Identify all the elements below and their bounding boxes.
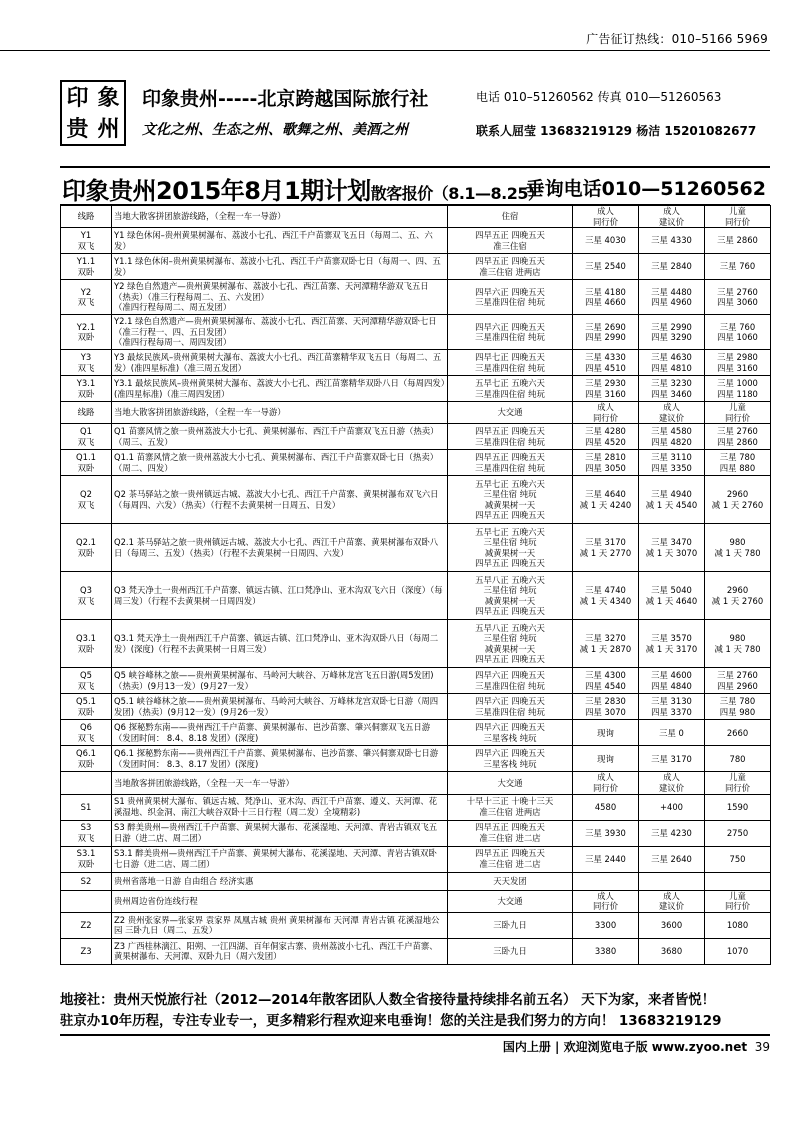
cell-accommodation: 四早五正 四晚五天 准三住宿 进二店 [448, 846, 573, 872]
cell-accommodation: 五早七正 五晚六天 三星准四住宿 纯玩 [448, 376, 573, 402]
cell-child-price: 三星 780 四星 880 [705, 450, 771, 476]
cell-accommodation: 五早八正 五晚六天 三星住宿 纯玩 减黄果树一天 四早五正 四晚五天 [448, 620, 573, 668]
table-row [61, 912, 771, 938]
cell-adult-trade-price: 现询 [573, 746, 639, 772]
cell-child-price: 三星 2760 四星 2960 [705, 668, 771, 694]
cell-accommodation: 住宿 [448, 206, 573, 228]
table-header-row [61, 890, 771, 912]
cell-adult-trade-price: 3380 [573, 938, 639, 964]
cell-adult-trade-price: 三星 2690 四星 2990 [573, 315, 639, 350]
cell-adult-trade-price: 成人 同行价 [573, 402, 639, 424]
price-table [60, 205, 771, 965]
logo-char: 州 [97, 115, 120, 142]
cell-child-price: 2960 减 1 天 2760 [705, 572, 771, 620]
cell-adult-trade-price: 三星 4330 四星 4510 [573, 350, 639, 376]
logo-char: 贵 [66, 115, 89, 142]
ad-hotline: 广告征订热线：010–5166 5969 [586, 32, 768, 46]
cell-accommodation: 五早七正 五晚六天 三星住宿 纯玩 减黄果树一天 四早五正 四晚五天 [448, 524, 573, 572]
logo-char: 印 [66, 84, 89, 111]
cell-accommodation: 大交通 [448, 772, 573, 794]
cell-child-price: 980 减 1 天 780 [705, 620, 771, 668]
table-header-row [61, 206, 771, 228]
cell-accommodation: 天天发团 [448, 872, 573, 890]
cell-route-desc: Y3.1 最炫民族风–贵州黄果树大瀑布、荔波大小七孔、西江苗寨精华双卧八日（每周四发）(准四星标准)（准三周四发团） [112, 376, 448, 402]
table-row [61, 572, 771, 620]
cell-adult-suggested-price: 三星 3130 四星 3370 [639, 694, 705, 720]
cell-route-code: Q5.1 双卧 [61, 694, 112, 720]
price-table-body [61, 206, 771, 965]
table-row [61, 668, 771, 694]
cell-child-price: 儿童 同行价 [705, 206, 771, 228]
cell-route-desc: Q1 苗寨风情之旅一贵州荔波大小七孔、黄果树瀑布、西江千户苗寨双飞五日游（热卖）（周三、五发） [112, 424, 448, 450]
cell-child-price: 儿童 同行价 [705, 890, 771, 912]
cell-adult-trade-price: 三星 4280 四星 4520 [573, 424, 639, 450]
cell-route-desc: Q6 探秘黔东南——贵州西江千户苗寨、黄果树瀑布、岜沙苗寨、肇兴侗寨双飞五日游（发团时间： 8.4、8.18 发团）(深度) [112, 720, 448, 746]
page-footer-text: 国内上册 | 欢迎浏览电子版 www.zyoo.net [502, 1040, 748, 1054]
cell-accommodation: 五早七正 五晚六天 三星住宿 纯玩 减黄果树一天 四早五正 四晚五天 [448, 476, 573, 524]
top-rule [0, 50, 770, 51]
cell-child-price [705, 872, 771, 890]
cell-adult-suggested-price: 三星 4230 [639, 820, 705, 846]
cell-adult-suggested-price: 三星 3570 减 1 天 3170 [639, 620, 705, 668]
cell-adult-suggested-price: 成人 建议价 [639, 772, 705, 794]
cell-adult-trade-price: 三星 2930 四星 3160 [573, 376, 639, 402]
table-row [61, 746, 771, 772]
cell-child-price: 1070 [705, 938, 771, 964]
cell-child-price: 750 [705, 846, 771, 872]
cell-adult-suggested-price [639, 872, 705, 890]
company-header [60, 74, 770, 154]
cell-child-price: 三星 2760 四星 3060 [705, 280, 771, 315]
logo-char: 象 [97, 84, 120, 111]
cell-child-price: 2960 减 1 天 2760 [705, 476, 771, 524]
cell-adult-trade-price: 三星 4300 四星 4540 [573, 668, 639, 694]
cell-adult-trade-price: 三星 4640 减 1 天 4240 [573, 476, 639, 524]
cell-accommodation: 大交通 [448, 402, 573, 424]
table-header-row [61, 772, 771, 794]
footer-line-1: 地接社：贵州天悦旅行社（2012—2014年散客团队人数全省接待量持续排名前五名） 天下为家，来者皆悦！ [60, 993, 715, 1008]
cell-route-desc: Y2.1 绿色自然遗产—贵州黄果树瀑布、荔波小七孔、西江苗寨、天河潭精华游双卧七日（准三行程一、四、五日发团） （准四行程每周一、周四发团） [112, 315, 448, 350]
cell-route-code: S1 [61, 794, 112, 820]
cell-route-desc: Q6.1 探秘黔东南——贵州西江千户苗寨、黄果树瀑布、岜沙苗寨、肇兴侗寨双卧七日游（发团时间： 8.3、8.17 发团）(深度) [112, 746, 448, 772]
cell-route-code: S3 双飞 [61, 820, 112, 846]
table-row [61, 450, 771, 476]
cell-adult-trade-price: 三星 3170 减 1 天 2770 [573, 524, 639, 572]
cell-adult-suggested-price: 成人 建议价 [639, 206, 705, 228]
cell-accommodation: 四早六正 四晚五天 三星准四住宿 纯玩 [448, 694, 573, 720]
cell-route-desc: S3 醉美贵州—贵州西江千户苗寨、黄果树大瀑布、花溪湿地、天河潭、青岩古镇双飞五日游（进二店、周二团） [112, 820, 448, 846]
cell-route-desc: Q2 茶马驿站之旅一贵州镇远古城、荔波大小七孔、西江千户苗寨、黄果树瀑布双飞六日（每周四、六发）（热卖）（行程不去黄果树一日周五、日发） [112, 476, 448, 524]
cell-adult-suggested-price: 三星 3230 四星 3460 [639, 376, 705, 402]
cell-adult-suggested-price: 3680 [639, 938, 705, 964]
cell-route-code: S2 [61, 872, 112, 890]
cell-route-code [61, 772, 112, 794]
cell-route-code: Q3.1 双卧 [61, 620, 112, 668]
cell-accommodation: 四早六正 四晚五天 三星准四住宿 纯玩 [448, 280, 573, 315]
table-row [61, 794, 771, 820]
cell-adult-trade-price: 成人 同行价 [573, 206, 639, 228]
company-slogan: 文化之州、生态之州、歌舞之州、美酒之州 [142, 122, 408, 138]
cell-adult-suggested-price: 三星 4330 [639, 228, 705, 254]
cell-route-desc: 当地散客拼团旅游线路，（全程一天一车一导游） [112, 772, 448, 794]
cell-adult-suggested-price: 三星 4600 四星 4840 [639, 668, 705, 694]
cell-adult-trade-price: 3300 [573, 912, 639, 938]
cell-route-code: Q2.1 双卧 [61, 524, 112, 572]
cell-accommodation: 四早五正 四晚五天 准三住宿 进两店 [448, 254, 573, 280]
cell-route-code: Q3 双飞 [61, 572, 112, 620]
cell-route-code: Y3.1 双卧 [61, 376, 112, 402]
cell-adult-trade-price: 4580 [573, 794, 639, 820]
table-row [61, 315, 771, 350]
cell-adult-trade-price: 现询 [573, 720, 639, 746]
cell-route-code: Q1 双飞 [61, 424, 112, 450]
cell-adult-suggested-price: 三星 4630 四星 4810 [639, 350, 705, 376]
cell-adult-suggested-price: 三星 4940 减 1 天 4540 [639, 476, 705, 524]
cell-route-desc: Q2.1 茶马驿站之旅一贵州镇远古城、荔波大小七孔、西江千户苗寨、黄果树瀑布双卧八日（每周三、五发）（热卖）（行程不去黄果树一日周四、六发） [112, 524, 448, 572]
cell-route-code: Y2.1 双卧 [61, 315, 112, 350]
cell-route-code: S3.1 双卧 [61, 846, 112, 872]
cell-child-price: 三星 760 四星 1060 [705, 315, 771, 350]
cell-adult-trade-price: 三星 4740 减 1 天 4340 [573, 572, 639, 620]
cell-route-desc: S1 贵州黄果树大瀑布、镇远古城、梵净山、亚木沟、西江千户苗寨、遵义、天河潭、花溪湿地、织金洞、南江大峡谷双卧十三日行程（周二发）全境精彩) [112, 794, 448, 820]
footer-line-2: 驻京办10年历程，专注专业专一，更多精彩行程欢迎来电垂询！您的关注是我们努力的方向！ 13683219129 [60, 1014, 722, 1029]
cell-child-price: 三星 760 [705, 254, 771, 280]
cell-accommodation: 十早十三正 十晚十三天 准三住宿 进两店 [448, 794, 573, 820]
cell-route-code: Z2 [61, 912, 112, 938]
cell-child-price: 780 [705, 746, 771, 772]
cell-adult-trade-price: 三星 2540 [573, 254, 639, 280]
footer-rule [60, 1034, 770, 1036]
cell-child-price: 三星 2980 四星 3160 [705, 350, 771, 376]
cell-route-code: Y2 双飞 [61, 280, 112, 315]
cell-accommodation: 四早七正 四晚五天 三星准四住宿 纯玩 [448, 350, 573, 376]
ground-agency-info [60, 990, 770, 1032]
cell-child-price: 儿童 同行价 [705, 772, 771, 794]
page-footer [503, 1038, 770, 1055]
cell-adult-suggested-price: 三星 4480 四星 4960 [639, 280, 705, 315]
cell-route-desc: Q5.1 峡谷峰林之旅——贵州黄果树瀑布、马岭河大峡谷、万峰林龙宫双卧七日游（周四发团)（热卖）(9月12一发）(9月26一发） [112, 694, 448, 720]
table-row [61, 694, 771, 720]
cell-adult-trade-price: 三星 2830 四星 3070 [573, 694, 639, 720]
cell-child-price: 儿童 同行价 [705, 402, 771, 424]
cell-route-code: Y1 双飞 [61, 228, 112, 254]
cell-route-desc: S3.1 醉美贵州—贵州西江千户苗寨、黄果树大瀑布、花溪湿地、天河潭、青岩古镇双卧七日游（进二店、周二团） [112, 846, 448, 872]
table-row [61, 938, 771, 964]
page-title [62, 171, 544, 206]
cell-adult-suggested-price: 成人 建议价 [639, 402, 705, 424]
table-row [61, 820, 771, 846]
cell-route-code: Z3 [61, 938, 112, 964]
company-name: 印象贵州-----北京跨越国际旅行社 [142, 88, 429, 110]
table-row [61, 620, 771, 668]
table-row [61, 476, 771, 524]
cell-adult-trade-price: 三星 4030 [573, 228, 639, 254]
phone-fax: 电话 010–51260562 传真 010—51260563 [476, 90, 722, 104]
cell-route-code [61, 890, 112, 912]
table-row [61, 424, 771, 450]
title-bar [60, 166, 770, 206]
brand-logo [60, 80, 126, 146]
cell-route-code: Q6.1 双卧 [61, 746, 112, 772]
cell-accommodation: 四早五正 四晚五天 准三住宿 进二店 [448, 820, 573, 846]
table-row [61, 846, 771, 872]
cell-child-price: 980 减 1 天 780 [705, 524, 771, 572]
cell-accommodation: 四早六正 四晚五天 三星客栈 纯玩 [448, 746, 573, 772]
cell-route-desc: Q5 峡谷峰林之旅——贵州黄果树瀑布、马岭河大峡谷、万峰林龙宫飞五日游(周5发团)（热卖）(9月13一发）(9月27一发） [112, 668, 448, 694]
contact-persons: 联系人屈莹 13683219129 杨洁 15201082677 [476, 124, 757, 138]
cell-route-code: Q6 双飞 [61, 720, 112, 746]
table-header-row [61, 402, 771, 424]
cell-route-desc: Y3 最炫民族风–贵州黄果树大瀑布、荔波大小七孔、西江苗寨精华双飞五日（每周二、五发）(准四星标准)（准三周五发团） [112, 350, 448, 376]
cell-accommodation: 四早六正 四晚五天 三星准四住宿 纯玩 [448, 315, 573, 350]
cell-adult-suggested-price: 成人 建议价 [639, 890, 705, 912]
cell-route-desc: 贵州周边省份连线行程 [112, 890, 448, 912]
cell-route-desc: Q1.1 苗寨风情之旅一贵州荔波大小七孔、黄果树瀑布、西江千户苗寨双卧七日（热卖）（周二、四发） [112, 450, 448, 476]
cell-child-price: 三星 1000 四星 1180 [705, 376, 771, 402]
cell-child-price: 三星 2860 [705, 228, 771, 254]
cell-route-code: Y1.1 双卧 [61, 254, 112, 280]
cell-adult-suggested-price: 3600 [639, 912, 705, 938]
cell-route-desc: Z2 贵州张家界—张家界 袁家界 凤凰古城 贵州 黄果树瀑布 天河潭 青岩古镇 花溪湿地公园 三卧九日（周二、五发） [112, 912, 448, 938]
cell-route-code: Q2 双飞 [61, 476, 112, 524]
cell-route-desc: 贵州省落地一日游 自由组合 经济实惠 [112, 872, 448, 890]
cell-child-price: 三星 780 四星 980 [705, 694, 771, 720]
cell-child-price: 三星 2760 四星 2860 [705, 424, 771, 450]
cell-route-desc: Y1 绿色休闲–贵州黄果树瀑布、荔波小七孔、西江千户苗寨双飞五日（每周二、五、六发） [112, 228, 448, 254]
cell-route-desc: Z3 广西桂林漓江、阳朔、一江四湖、百年侗家古寨、贵州荔波小七孔、西江千户苗寨、黄果树瀑布、天河潭、双卧九日（周六发团） [112, 938, 448, 964]
cell-adult-suggested-price: 三星 2990 四星 3290 [639, 315, 705, 350]
title-main: 印象贵州2015年8月1期计划 [62, 177, 371, 205]
cell-accommodation: 四早五正 四晚五天 三星准四住宿 纯玩 [448, 424, 573, 450]
cell-route-desc: Y1.1 绿色休闲–贵州黄果树瀑布、荔波小七孔、西江千户苗寨双卧七日（每周一、四、五发） [112, 254, 448, 280]
cell-adult-suggested-price: 三星 5040 减 1 天 4640 [639, 572, 705, 620]
cell-child-price: 1590 [705, 794, 771, 820]
cell-route-desc: Q3 梵天净土一贵州西江千户苗寨、镇远古镇、江口梵净山、亚木沟双飞六日（深度）（每周三发）（行程不去黄果树一日周四发） [112, 572, 448, 620]
cell-adult-trade-price: 三星 3270 减 1 天 2870 [573, 620, 639, 668]
cell-adult-suggested-price: 三星 2840 [639, 254, 705, 280]
cell-adult-suggested-price: 三星 3470 减 1 天 3070 [639, 524, 705, 572]
cell-adult-trade-price [573, 872, 639, 890]
cell-route-desc: Y2 绿色自然遗产—贵州黄果树瀑布、荔波小七孔、西江苗寨、天河潭精华游双飞五日（热卖）（准三行程每周二、五、六发团） （准四行程每周二、周五发团） [112, 280, 448, 315]
cell-accommodation: 四早六正 四晚五天 三星客栈 纯玩 [448, 720, 573, 746]
cell-child-price: 2660 [705, 720, 771, 746]
cell-adult-trade-price: 成人 同行价 [573, 772, 639, 794]
cell-route-code: Y3 双飞 [61, 350, 112, 376]
cell-adult-suggested-price: 三星 2640 [639, 846, 705, 872]
table-row [61, 280, 771, 315]
table-row [61, 524, 771, 572]
cell-adult-trade-price: 三星 2440 [573, 846, 639, 872]
table-row [61, 872, 771, 890]
cell-child-price: 1080 [705, 912, 771, 938]
title-sub: 散客报价（8.1—8.25） [370, 184, 544, 203]
table-row [61, 376, 771, 402]
table-row [61, 228, 771, 254]
table-row [61, 720, 771, 746]
title-phone: 垂询电话010—51260562 [525, 178, 766, 200]
cell-adult-suggested-price: 三星 3110 四星 3350 [639, 450, 705, 476]
cell-accommodation: 五早八正 五晚六天 三星住宿 纯玩 减黄果树一天 四早五正 四晚五天 [448, 572, 573, 620]
cell-adult-suggested-price: 三星 3170 [639, 746, 705, 772]
cell-adult-trade-price: 成人 同行价 [573, 890, 639, 912]
cell-route-code: Q5 双飞 [61, 668, 112, 694]
cell-route-desc: 当地大散客拼团旅游线路，（全程一车一导游） [112, 402, 448, 424]
page-number: 39 [754, 1040, 770, 1054]
table-row [61, 254, 771, 280]
cell-route-code: 线路 [61, 206, 112, 228]
cell-accommodation: 三卧九日 [448, 938, 573, 964]
table-row [61, 350, 771, 376]
cell-adult-trade-price: 三星 4180 四星 4660 [573, 280, 639, 315]
cell-route-code: 线路 [61, 402, 112, 424]
cell-adult-suggested-price: +400 [639, 794, 705, 820]
cell-accommodation: 四早五正 四晚五天 准三住宿 [448, 228, 573, 254]
cell-route-desc: Q3.1 梵天净土一贵州西江千户苗寨、镇远古镇、江口梵净山、亚木沟双卧八日（每周二发）(深度)（行程不去黄果树一日周三发） [112, 620, 448, 668]
cell-adult-suggested-price: 三星 4580 四星 4820 [639, 424, 705, 450]
cell-accommodation: 三卧九日 [448, 912, 573, 938]
cell-accommodation: 大交通 [448, 890, 573, 912]
cell-adult-trade-price: 三星 3930 [573, 820, 639, 846]
cell-accommodation: 四早六正 四晚五天 三星准四住宿 纯玩 [448, 668, 573, 694]
cell-child-price: 2750 [705, 820, 771, 846]
cell-adult-trade-price: 三星 2810 四星 3050 [573, 450, 639, 476]
cell-accommodation: 四早五正 四晚五天 三星准四住宿 纯玩 [448, 450, 573, 476]
cell-route-desc: 当地大散客拼团旅游线路，（全程一车一导游） [112, 206, 448, 228]
cell-route-code: Q1.1 双卧 [61, 450, 112, 476]
cell-adult-suggested-price: 三星 0 [639, 720, 705, 746]
